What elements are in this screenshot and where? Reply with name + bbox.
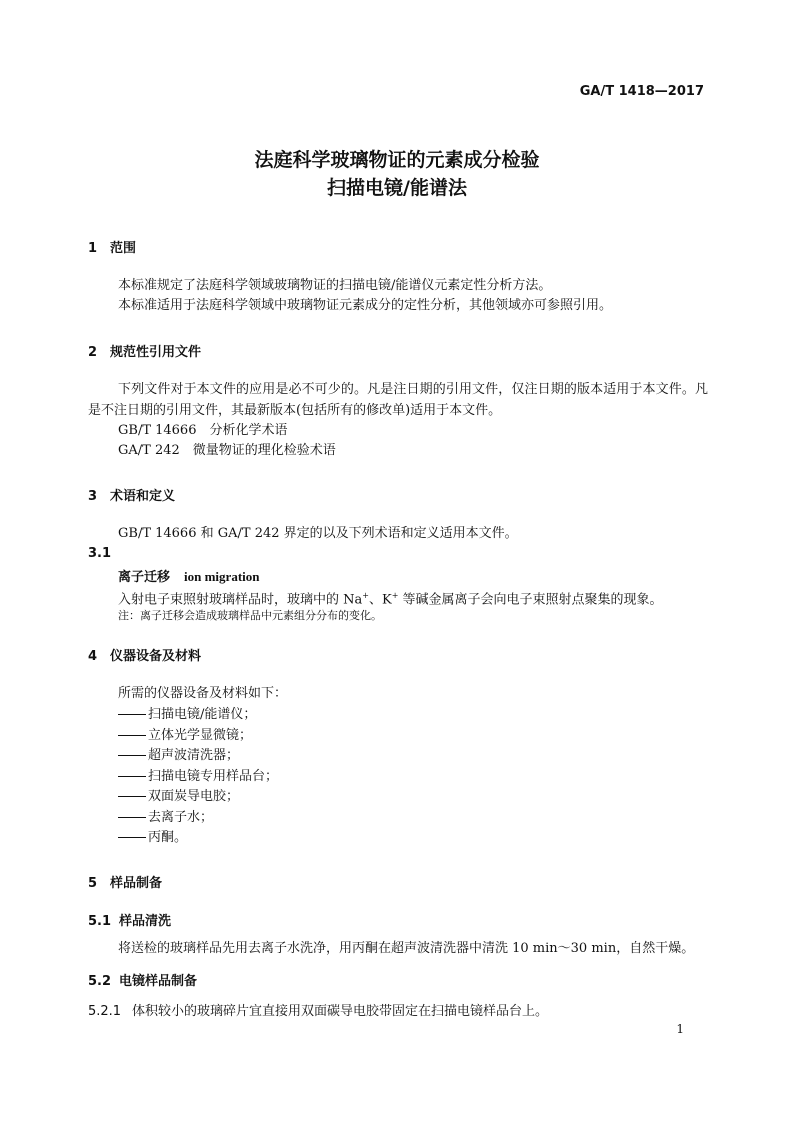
term-definition: 入射电子束照射玻璃样品时，玻璃中的 Na+、K+ 等碱金属离子会向电子束照射点聚集的现象。 — [118, 591, 663, 608]
section-number: 1 — [88, 241, 98, 256]
subsection-5-1-heading — [88, 910, 171, 929]
normative-reference: GA/T 242 微量物证的理化检验术语 — [118, 443, 336, 458]
subsection-number: 5.1 — [88, 914, 112, 929]
equipment-list — [118, 705, 278, 849]
section-1-heading — [88, 237, 136, 256]
section-number: 2 — [88, 345, 98, 360]
dash-marker — [118, 776, 146, 777]
paragraph: 本标准规定了法庭科学领域玻璃物证的扫描电镜/能谱仪元素定性分析方法。 — [118, 278, 552, 293]
normative-reference: GB/T 14666 分析化学术语 — [118, 423, 288, 438]
document-subtitle: 扫描电镜/能谱法 — [327, 177, 467, 199]
term-english: ion migration — [184, 569, 260, 584]
section-title: 规范性引用文件 — [110, 345, 202, 360]
clause-number: 5.2.1 — [88, 1004, 122, 1019]
page-number: 1 — [676, 1022, 684, 1036]
dash-marker — [118, 735, 146, 736]
section-5-heading — [88, 872, 162, 891]
subsection-title: 样品清洗 — [119, 914, 172, 929]
section-title: 样品制备 — [110, 876, 163, 891]
list-item: 扫描电镜/能谱仪； — [118, 705, 278, 726]
dash-marker — [118, 796, 146, 797]
section-title: 范围 — [110, 241, 137, 256]
section-2-heading — [88, 341, 201, 360]
dash-marker — [118, 755, 146, 756]
section-number: 5 — [88, 876, 98, 891]
term-note: 注：离子迁移会造成玻璃样品中元素组分分布的变化。 — [118, 609, 382, 622]
document-title: 法庭科学玻璃物证的元素成分检验 — [254, 149, 540, 171]
paragraph: 下列文件对于本文件的应用是必不可少的。凡是注日期的引用文件，仅注日期的版本适用于本文件。凡是不注日期的引用文件，其最新版本(包括所有的修改单)适用于本文件。 — [88, 382, 708, 418]
dash-marker — [118, 817, 146, 818]
list-item: 双面炭导电胶； — [118, 787, 278, 808]
subsection-5-2-heading — [88, 970, 197, 989]
list-item: 扫描电镜专用样品台； — [118, 767, 278, 788]
standard-number: GA/T 1418—2017 — [579, 84, 704, 99]
section-number: 4 — [88, 649, 98, 664]
paragraph: 本标准适用于法庭科学领域中玻璃物证元素成分的定性分析，其他领域亦可参照引用。 — [118, 298, 613, 313]
term-chinese: 离子迁移 — [118, 570, 171, 585]
list-item: 去离子水； — [118, 808, 278, 829]
paragraph: GB/T 14666 和 GA/T 242 界定的以及下列术语和定义适用本文件。 — [118, 526, 518, 541]
section-number: 3 — [88, 489, 98, 504]
subsection-number: 5.2 — [88, 974, 112, 989]
list-item: 超声波清洗器； — [118, 746, 278, 767]
dash-marker — [118, 714, 146, 715]
list-item: 丙酮。 — [118, 828, 278, 849]
term-entry — [118, 566, 260, 585]
dash-marker — [118, 837, 146, 838]
subsection-title: 电镜样品制备 — [119, 974, 198, 989]
paragraph: 将送检的玻璃样品先用去离子水洗净，用丙酮在超声波清洗器中清洗 10 min～30 min，自然干燥。 — [118, 941, 695, 956]
list-item: 立体光学显微镜； — [118, 726, 278, 747]
section-title: 术语和定义 — [110, 489, 176, 504]
section-title: 仪器设备及材料 — [110, 649, 202, 664]
clause-5-2-1 — [88, 1000, 548, 1019]
subsection-number: 3.1 — [88, 546, 112, 561]
section-3-heading — [88, 485, 175, 504]
paragraph: 所需的仪器设备及材料如下： — [118, 686, 288, 701]
section-4-heading — [88, 645, 201, 664]
clause-text: 体积较小的玻璃碎片宜直接用双面碳导电胶带固定在扫描电镜样品台上。 — [132, 1004, 549, 1019]
